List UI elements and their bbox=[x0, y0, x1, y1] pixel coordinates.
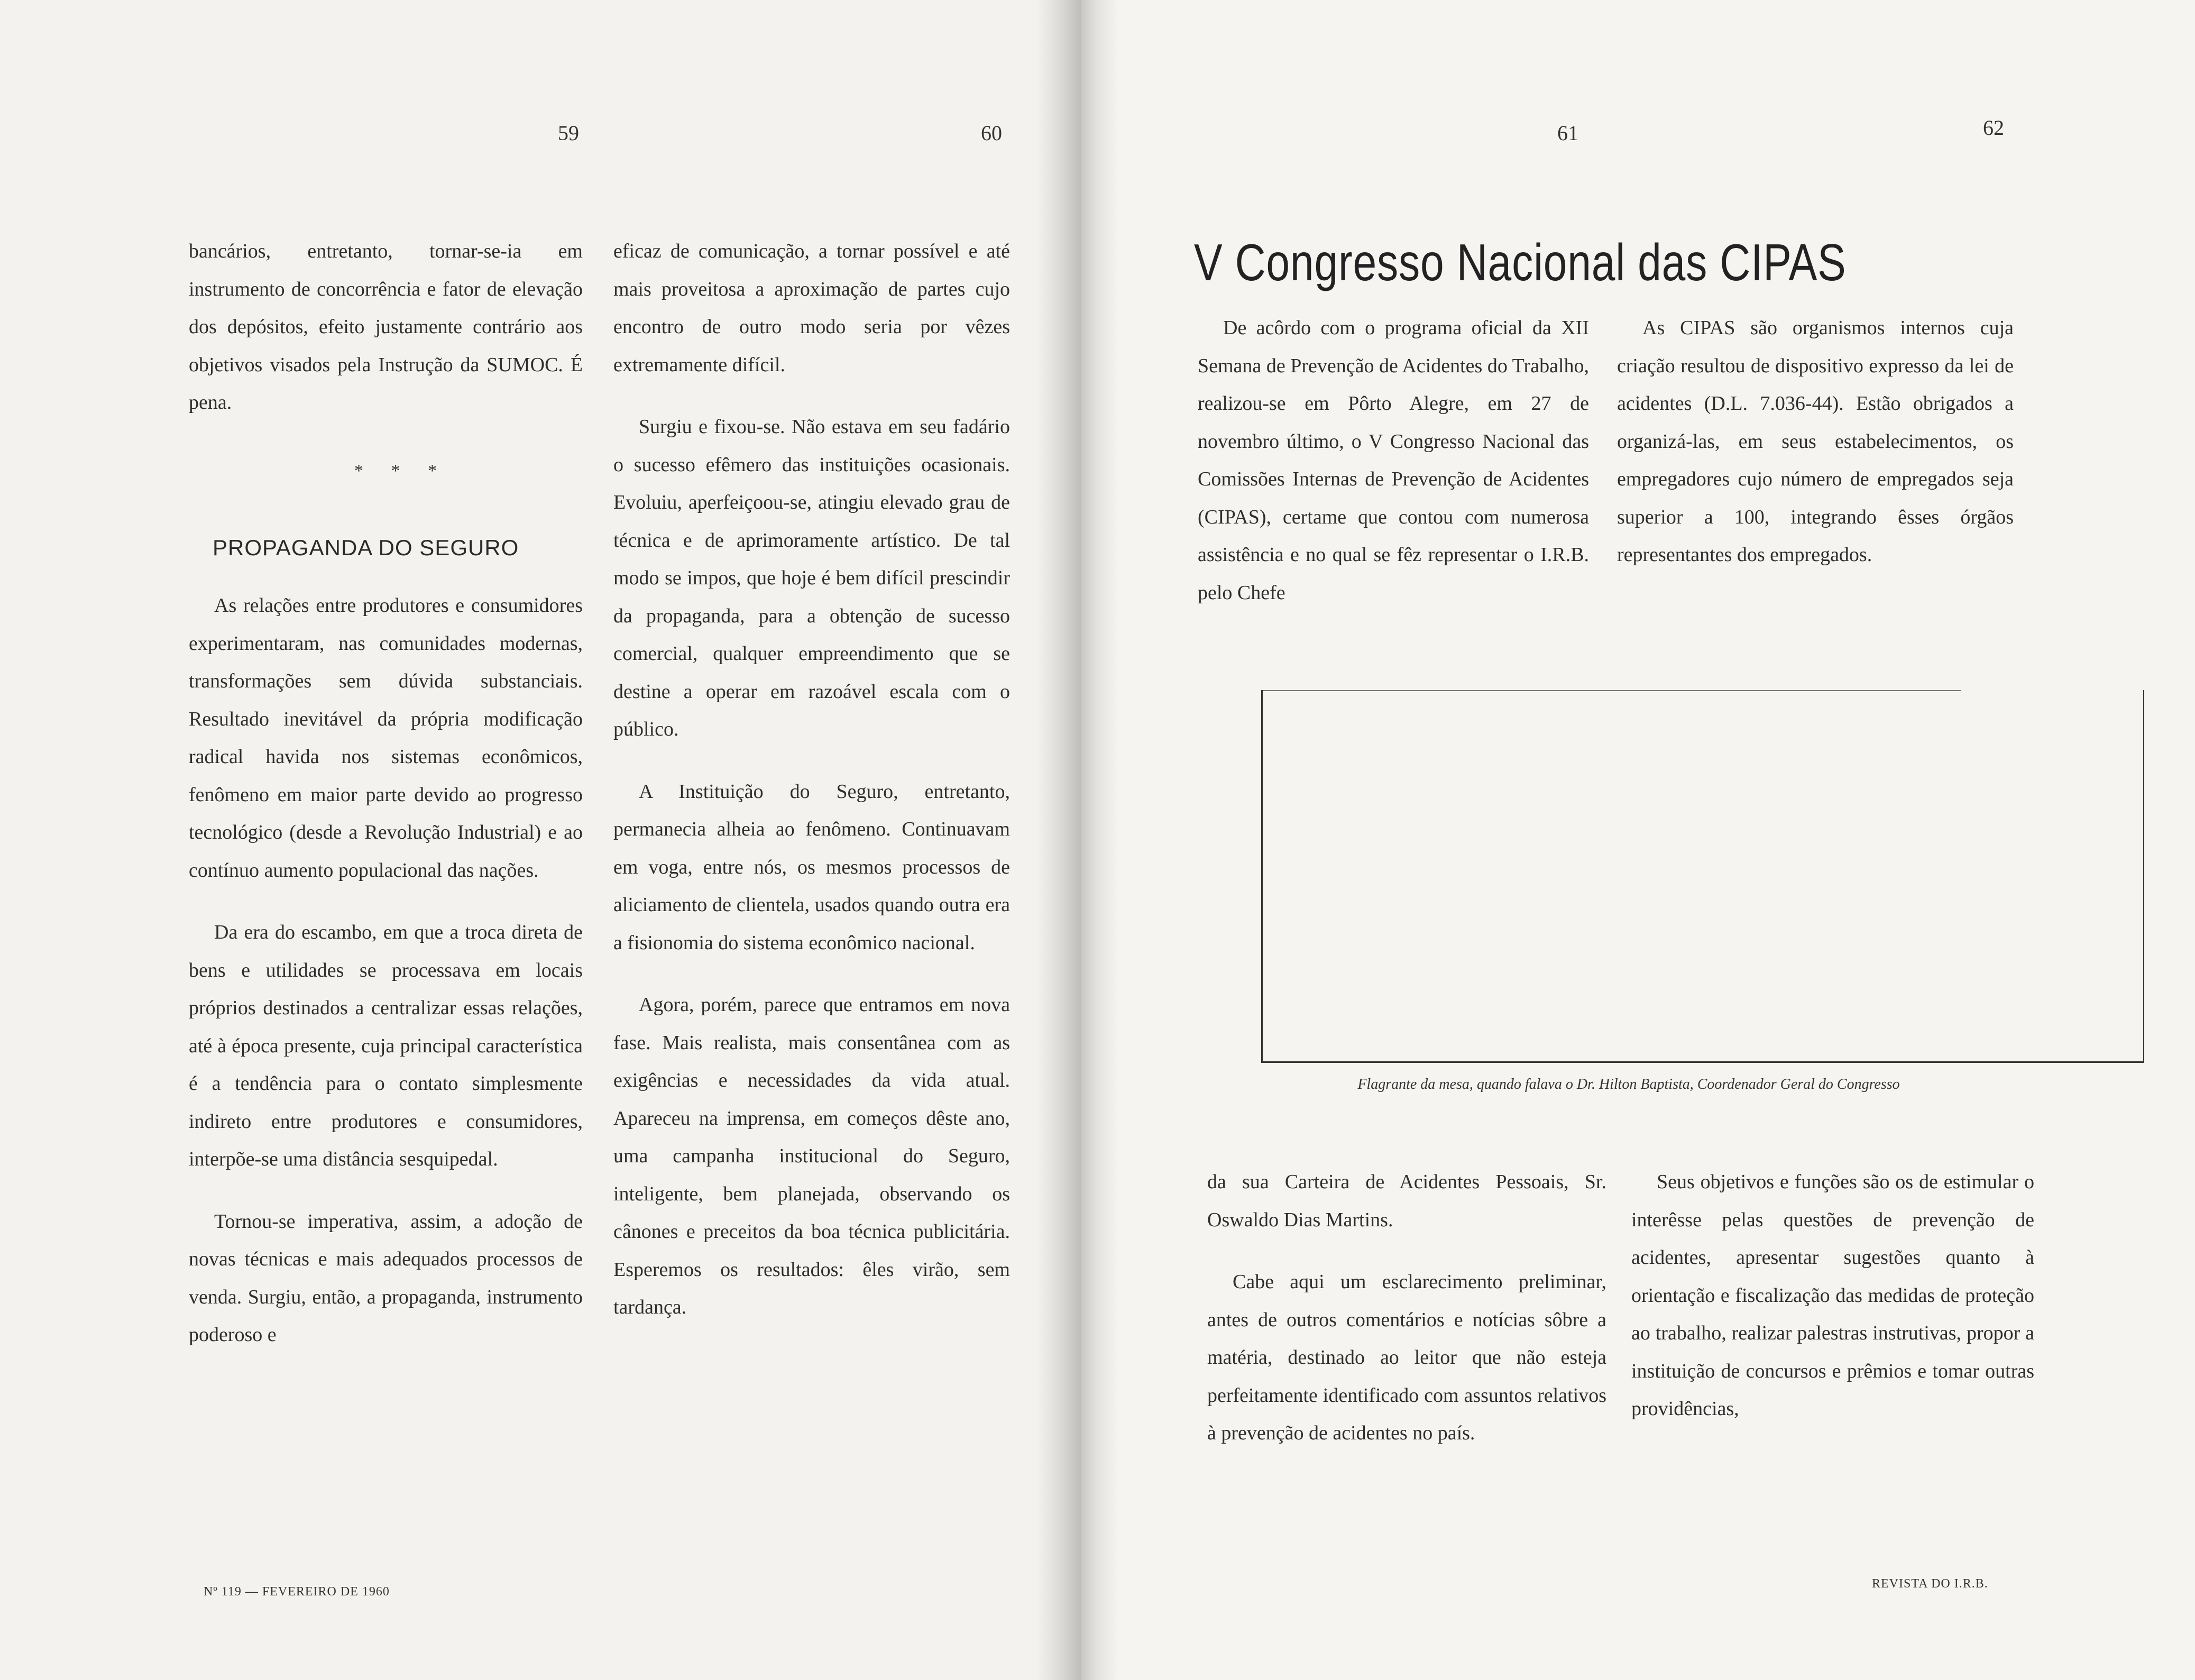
paragraph: Cabe aqui um esclarecimento preliminar, antes de outros comentários e notícias sôbre a matéria, destinado ao leitor que não esteja perfeitamente identificado com assuntos relativos à prevenção de acidentes no país. bbox=[1207, 1271, 1606, 1444]
paragraph: Surgiu e fixou-se. Não estava em seu fadário o sucesso efêmero das instituições ocasionais. Evoluiu, aperfeiçoou-se, atingiu elevado grau de técnica e de aprimoramente artístico. De tal modo se impos, que hoje é bem difícil prescindir da propaganda, para a obtenção de sucesso comercial, qualquer empreendimento que se destine a operar em razoável escala com o público. bbox=[613, 416, 1010, 740]
paragraph: As relações entre produtores e consumidores experimentaram, nas comunidades modernas, transformações sem dúvida substanciais. Resultado inevitável da própria modificação radical havida nos sistemas econômicos, fenômeno em maior parte devido ao progresso tecnológico (desde a Revolução Industrial) e ao contínuo aumento populacional das nações. bbox=[189, 594, 583, 882]
paragraph: Da era do escambo, em que a troca direta de bens e utilidades se processava em locais próprios destinados a centralizar essas relações, até à época presente, cuja principal característica é a tendência para o contato simplesmente indireto entre produtores e consumidores, interpõe-se uma distância sesquipedal. bbox=[189, 921, 583, 1170]
paragraph: Tornou-se imperativa, assim, a adoção de novas técnicas e mais adequados processos de venda. Surgiu, então, a propaganda, instrumento poderoso e bbox=[189, 1210, 583, 1346]
paragraph: A Instituição do Seguro, entretanto, permanecia alheia ao fenômeno. Continuavam em voga, entre nós, os mesmos processos de aliciamento de clientela, usados quando outra era a fisionomia do sistema econômico nacional. bbox=[613, 780, 1010, 954]
paragraph: De acôrdo com o programa oficial da XII Semana de Prevenção de Acidentes do Trabalho, realizou-se em Pôrto Alegre, em 27 de novembro último, o V Congresso Nacional das Comissões Internas de Prevenção de Acidentes (CIPAS), certame que contou com numerosa assistência e no qual se fêz representar o I.R.B. pelo Chefe bbox=[1198, 317, 1589, 604]
paragraph: Agora, porém, parece que entramos em nova fase. Mais realista, mais consentânea com as exigências e necessidades da vida atual. Apareceu na imprensa, em começos dêste ano, uma campanha institucional do Seguro, inteligente, bem planejada, observando os cânones e preceitos da boa técnica publicitária. Esperemos os resultados: êles virão, sem tardança. bbox=[613, 994, 1010, 1318]
page-number-60: 60 bbox=[981, 121, 1002, 145]
paragraph: bancários, entretanto, tornar-se-ia em instrumento de concorrência e fator de elevação dos depósitos, efeito justamente contrário aos objetivos visados pela Instrução da SUMOC. É pena. bbox=[189, 240, 583, 414]
left-column-1-top bbox=[189, 233, 583, 446]
photo-placeholder bbox=[1261, 690, 2144, 1063]
paragraph: da sua Carteira de Acidentes Pessoais, Sr. Oswaldo Dias Martins. bbox=[1207, 1171, 1606, 1231]
footer-issue-date: Nº 119 — FEVEREIRO DE 1960 bbox=[204, 1585, 390, 1599]
section-separator-stars: * * * bbox=[354, 461, 448, 481]
page-number-61: 61 bbox=[1557, 121, 1578, 145]
paragraph: Seus objetivos e funções são os de estimular o interêsse pelas questões de prevenção de acidentes, apresentar sugestões quanto à orientação e fiscalização das medidas de proteção ao trabalho, realizar palestras instrutivas, propor a instituição de concursos e prêmios e tomar outras providências, bbox=[1631, 1171, 2034, 1420]
page-number-59: 59 bbox=[558, 121, 579, 145]
gutter-shadow-left bbox=[1036, 0, 1081, 1680]
right-column-1-bottom bbox=[1207, 1163, 1606, 1477]
footer-publication: REVISTA DO I.R.B. bbox=[1872, 1577, 1988, 1591]
left-column-2 bbox=[613, 233, 1010, 1351]
paragraph: As CIPAS são organismos internos cuja criação resultou de dispositivo expresso da lei de acidentes (D.L. 7.036-44). Estão obrigados a organizá-las, em seus estabelecimentos, os empregadores cujo número de empregados seja superior a 100, integrando êsses órgãos representantes dos empregados. bbox=[1617, 317, 2014, 566]
page-number-62: 62 bbox=[1983, 116, 2004, 140]
left-column-1-body bbox=[189, 587, 583, 1379]
gutter-shadow-right bbox=[1081, 0, 1118, 1680]
right-column-1-top bbox=[1198, 309, 1589, 636]
article-title: V Congresso Nacional das CIPAS bbox=[1194, 233, 1847, 291]
paragraph: eficaz de comunicação, a tornar possível e até mais proveitosa a aproximação de partes cujo encontro de outro modo seria por vêzes extremamente difícil. bbox=[613, 240, 1010, 376]
right-column-2-bottom bbox=[1631, 1163, 2034, 1453]
photo-caption: Flagrante da mesa, quando falava o Dr. Hilton Baptista, Coordenador Geral do Congresso bbox=[1357, 1076, 1900, 1093]
right-column-2-top bbox=[1617, 309, 2014, 599]
section-heading: PROPAGANDA DO SEGURO bbox=[213, 535, 519, 560]
